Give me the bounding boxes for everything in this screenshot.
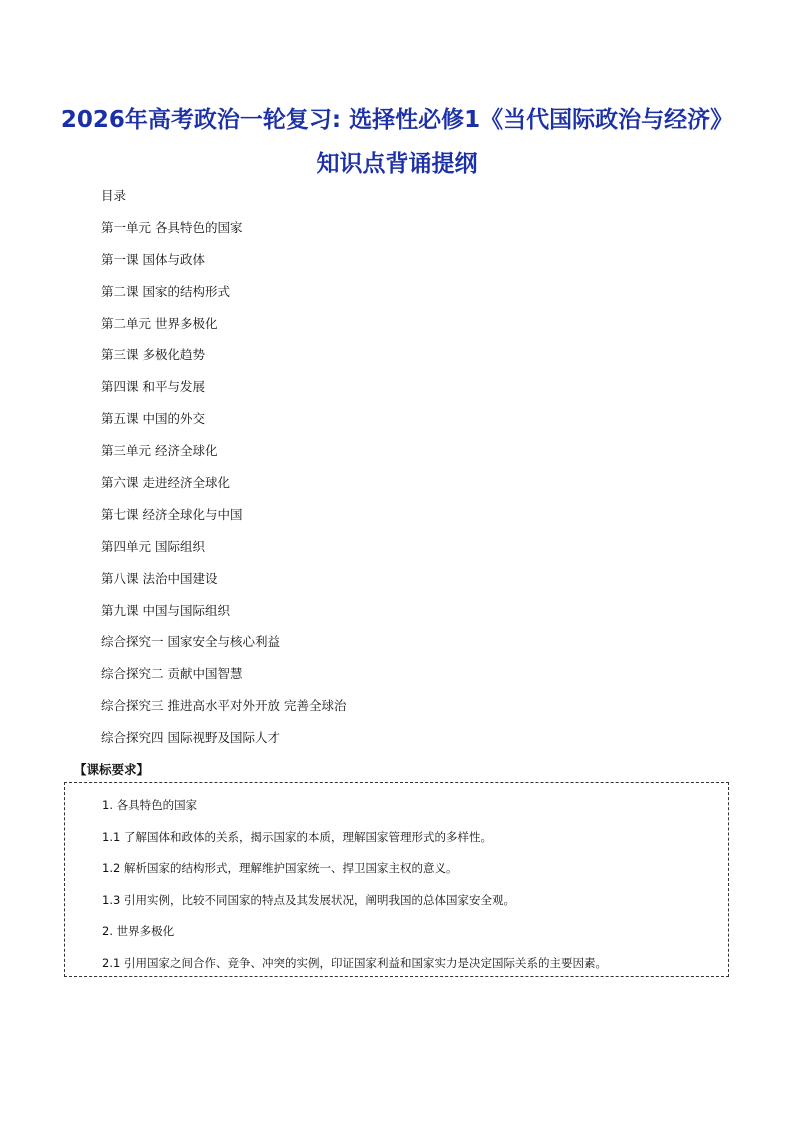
toc-item: 综合探究二 贡献中国智慧 [101, 666, 243, 682]
toc-item: 第一课 国体与政体 [101, 251, 205, 267]
toc-item: 第三单元 经济全球化 [101, 443, 218, 459]
toc-item: 第五课 中国的外交 [101, 411, 205, 427]
curriculum-requirements-box [64, 782, 729, 977]
requirement-item: 1.2 解析国家的结构形式，理解维护国家统一、捍卫国家主权的意义。 [102, 861, 458, 875]
toc-item: 综合探究四 国际视野及国际人才 [101, 730, 280, 746]
requirement-item: 1.3 引用实例，比较不同国家的特点及其发展状况，阐明我国的总体国家安全观。 [102, 892, 515, 907]
requirement-item: 2. 世界多极化 [102, 924, 175, 938]
toc-item: 综合探究三 推进高水平对外开放 完善全球治 [101, 698, 347, 714]
table-of-contents [101, 186, 346, 760]
toc-item: 第八课 法治中国建设 [101, 570, 218, 586]
requirement-item: 1. 各具特色的国家 [102, 798, 198, 812]
toc-item: 第四单元 国际组织 [101, 538, 205, 554]
toc-item: 第六课 走进经济全球化 [101, 475, 230, 491]
toc-heading: 目录 [101, 188, 127, 203]
toc-item: 第九课 中国与国际组织 [101, 602, 230, 618]
toc-item: 第三课 多极化趋势 [101, 347, 205, 363]
requirement-item: 1.1 了解国体和政体的关系，揭示国家的本质，理解国家管理形式的多样性。 [102, 829, 492, 844]
toc-item: 第七课 经济全球化与中国 [101, 506, 243, 522]
toc-item: 第二课 国家的结构形式 [101, 283, 230, 299]
document-title: 2026年高考政治一轮复习: 选择性必修1《当代国际政治与经济》知识点背诵提纲 [60, 107, 734, 177]
requirement-item: 2.1 引用国家之间合作、竞争、冲突的实例，印证国家利益和国家实力是决定国际关系的主要因素。 [102, 955, 607, 970]
toc-item: 第二单元 世界多极化 [101, 315, 218, 331]
toc-item: 第四课 和平与发展 [101, 379, 205, 395]
curriculum-requirements-label: 【课标要求】 [74, 762, 150, 777]
toc-item: 第一单元 各具特色的国家 [101, 219, 243, 235]
toc-item: 综合探究一 国家安全与核心利益 [101, 634, 280, 650]
